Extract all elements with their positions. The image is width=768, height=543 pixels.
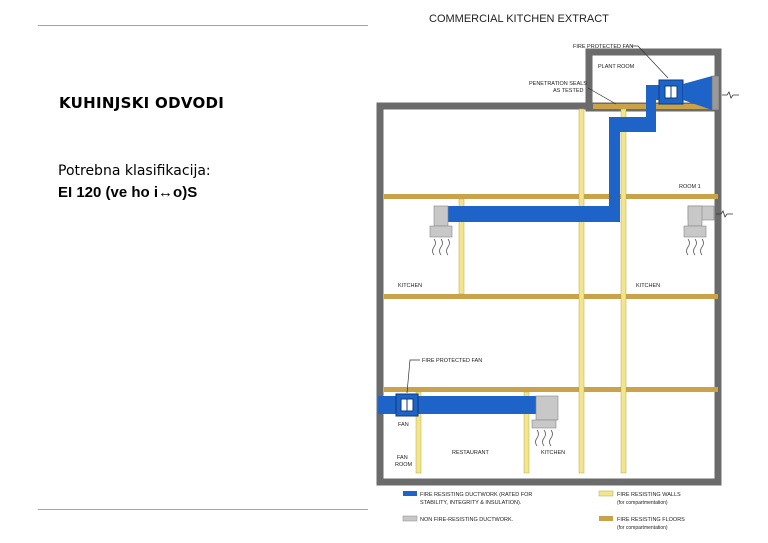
floor-slab: [384, 387, 718, 392]
kitchen-hood-bottom: [536, 396, 558, 420]
fire-wall: [621, 109, 626, 473]
kitchen-hood-right: [684, 226, 706, 237]
legend-label: (for compartmentation): [617, 500, 668, 506]
legend-swatch-fire-resisting-ductwork: [403, 491, 417, 496]
fire-wall: [579, 109, 584, 473]
legend-swatch-fire-resisting-floors: [599, 516, 613, 521]
label-penetration-seals: AS TESTED: [553, 88, 584, 94]
kitchen-extract-diagram: [376, 0, 768, 543]
label-kitchen-bottom: KITCHEN: [541, 450, 566, 456]
top-rule: [38, 25, 368, 26]
label-plant-room: PLANT ROOM: [598, 64, 635, 70]
label-penetration-seals: PENETRATION SEALS: [529, 81, 587, 87]
kitchen-hood-left: [430, 226, 452, 237]
legend-label: (for compartmentation): [617, 525, 668, 531]
label-fire-protected-fan-top: FIRE PROTECTED FAN: [573, 44, 634, 50]
legend-swatch-non-fire-resisting-ductwork: [403, 516, 417, 521]
label-restaurant: RESTAURANT: [452, 450, 489, 456]
legend-label: FIRE RESISTING WALLS: [617, 492, 681, 498]
label-fan: FAN: [398, 422, 409, 428]
label-kitchen-left: KITCHEN: [398, 283, 423, 289]
slide-title: KUHINJSKI ODVODI: [59, 94, 225, 112]
bottom-rule: [38, 509, 368, 510]
legend-label: STABILITY, INTEGRITY & INSULATION).: [420, 500, 522, 506]
legend-label: NON FIRE-RESISTING DUCTWORK.: [420, 517, 514, 523]
label-room1: ROOM 1: [679, 184, 701, 190]
kitchen-hood-left: [434, 206, 448, 226]
classification-label: Potrebna klasifikacija:: [58, 163, 211, 179]
diagram-title: COMMERCIAL KITCHEN EXTRACT: [429, 13, 609, 25]
label-fan-room: ROOM: [395, 462, 413, 468]
floor-slab: [384, 294, 718, 299]
label-fire-protected-fan-low: FIRE PROTECTED FAN: [422, 358, 483, 364]
label-fan-room: FAN: [397, 455, 408, 461]
kitchen-hood-right: [688, 206, 702, 226]
smoke-icon: [433, 239, 704, 446]
classification-value: EI 120 (ve ho i↔o)S: [58, 184, 198, 201]
kitchen-hood-bottom: [532, 420, 556, 428]
label-kitchen-right: KITCHEN: [636, 283, 661, 289]
legend-swatch-fire-resisting-walls: [599, 491, 613, 496]
legend-label: FIRE RESISTING FLOORS: [617, 517, 685, 523]
legend: [403, 491, 685, 531]
louvre: [712, 76, 719, 110]
floor-slab: [384, 194, 718, 199]
legend-label: FIRE RESISTING DUCTWORK (RATED FOR: [420, 492, 533, 498]
